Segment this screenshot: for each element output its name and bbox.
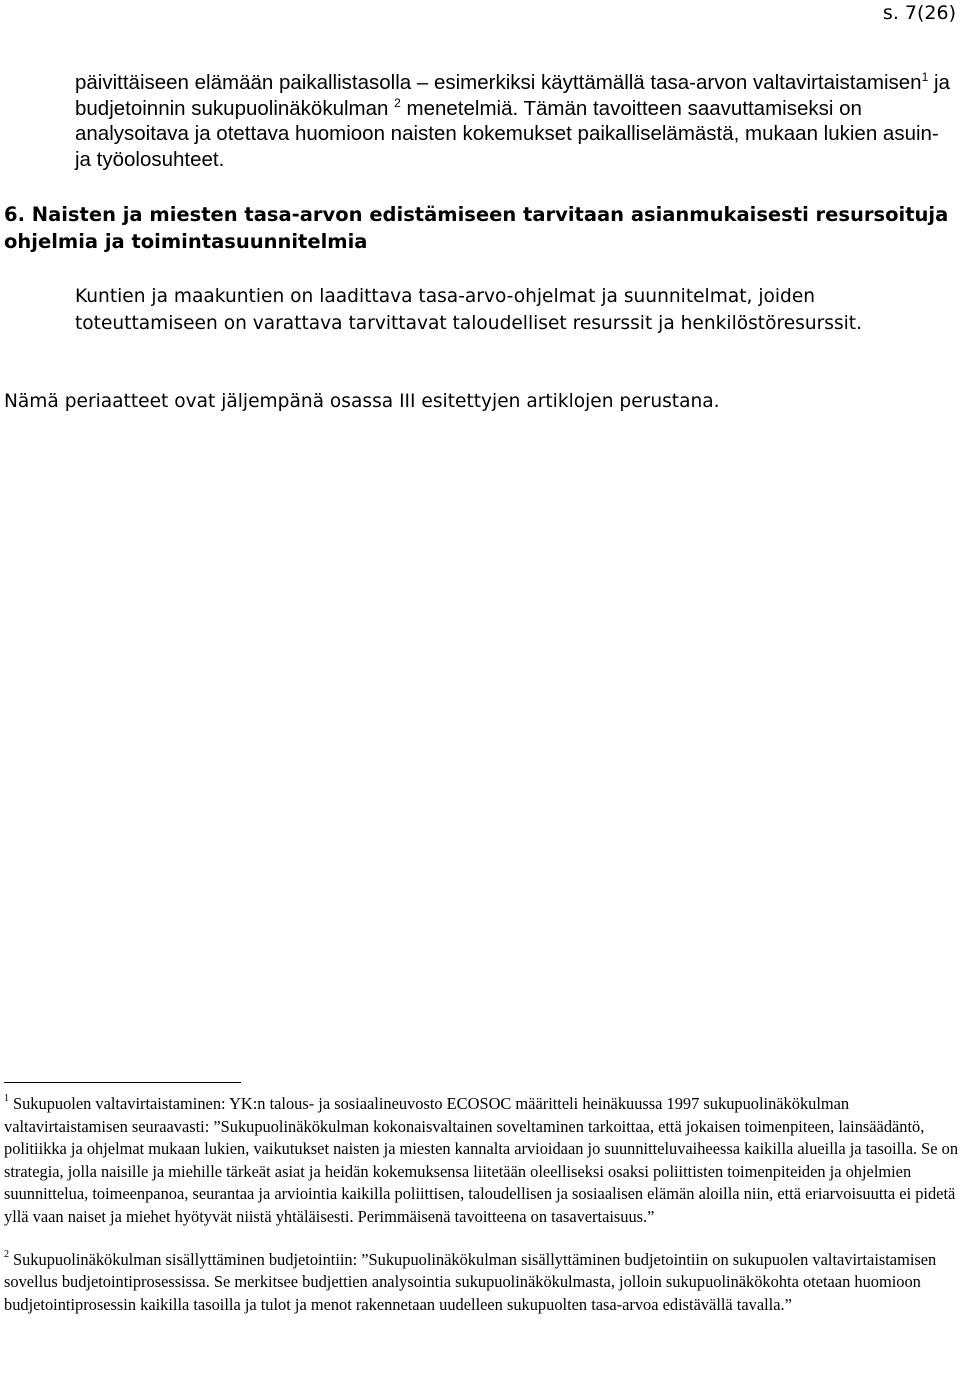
section-body-paragraph: Kuntien ja maakuntien on laadittava tasa-arvo-ohjelmat ja suunnitelmat, joiden toteuttamiseen on varattava tarvittavat taloudelliset resurssit ja henkilöstöresurssit.	[75, 286, 863, 334]
footnote-2	[4, 1249, 959, 1317]
intro-text-part2: ja budjetoinnin sukupuolinäkökulman	[75, 71, 950, 120]
footnote-number: 1	[4, 1093, 9, 1104]
intro-text-part1: päivittäiseen elämään paikallistasolla – esimerkiksi käyttämällä tasa-arvon valtavirtaistamisen	[75, 71, 922, 94]
footnote-text: Sukupuolen valtavirtaistaminen: YK:n talous- ja sosiaalineuvosto ECOSOC määritteli heinäkuussa 1997 sukupuolinäkökulman valtavirtaistamisen seuraavasti: ”Sukupuolinäkökulman kokonaisvaltainen soveltaminen tarkoittaa, että jokaisen toimenpiteen, lainsäädäntö, politiikka ja ohjelmat mukaan lukien, vaikutukset naisten ja miesten kannalta arvioidaan jo suunnitteluvaiheessa kaikilla alueilla ja tasoilla. Se on strategia, jolla naisille ja miehille tärkeät asiat ja heidän kokemuksensa liitetään oleelliseksi osaksi poliittisten toimenpiteiden ja ohjelmien suunnittelua, toimeenpanoa, seurantaa ja arviointia kaikilla poliittisen, taloudellisen ja sosiaalisen elämän aloilla niin, että eriarvoisuutta ei pidetä yllä vaan naiset ja miehet hyötyvät niistä yhtäläisesti. Perimmäisenä tavoitteena on tasavertaisuus.”	[4, 1094, 959, 1226]
footnote-ref-2[interactable]: 2	[394, 95, 401, 110]
footnote-ref-1[interactable]: 1	[921, 70, 929, 84]
footnote-separator	[4, 1082, 241, 1083]
page-number: s. 7(26)	[882, 2, 956, 24]
footnote-text: Sukupuolinäkökulman sisällyttäminen budjetointiin: ”Sukupuolinäkökulman sisällyttäminen budjetointiin on sukupuolen valtavirtaistamisen sovellus budjetointiprosessissa. Se merkitsee budjettien analysointia sukupuolinäkökulmasta, jolloin sukupuolinäkökohta otetaan huomioon budjetointiprosessin kaikilla tasoilla ja tulot ja menot rakennetaan uudelleen sukupuolten tasa-arvoa edistävällä tavalla.”	[4, 1249, 937, 1314]
intro-text-part3: menetelmiä. Tämän tavoitteen saavuttamiseksi on analysoitava ja otettava huomioon naisten kokemukset paikalliselämästä, mukaan lukien asuin- ja työolosuhteet.	[75, 96, 939, 171]
section-heading: 6. Naisten ja miesten tasa-arvon edistämiseen tarvitaan asianmukaisesti resursoituja ohjelmia ja toimintasuunnitelmia	[4, 203, 949, 253]
footnotes-section	[4, 1093, 959, 1316]
footnote-number: 2	[4, 1248, 9, 1260]
intro-paragraph	[75, 70, 955, 172]
closing-paragraph: Nämä periaatteet ovat jäljempänä osassa III esitettyjen artiklojen perustana.	[4, 391, 720, 412]
footnote-1	[4, 1093, 959, 1229]
